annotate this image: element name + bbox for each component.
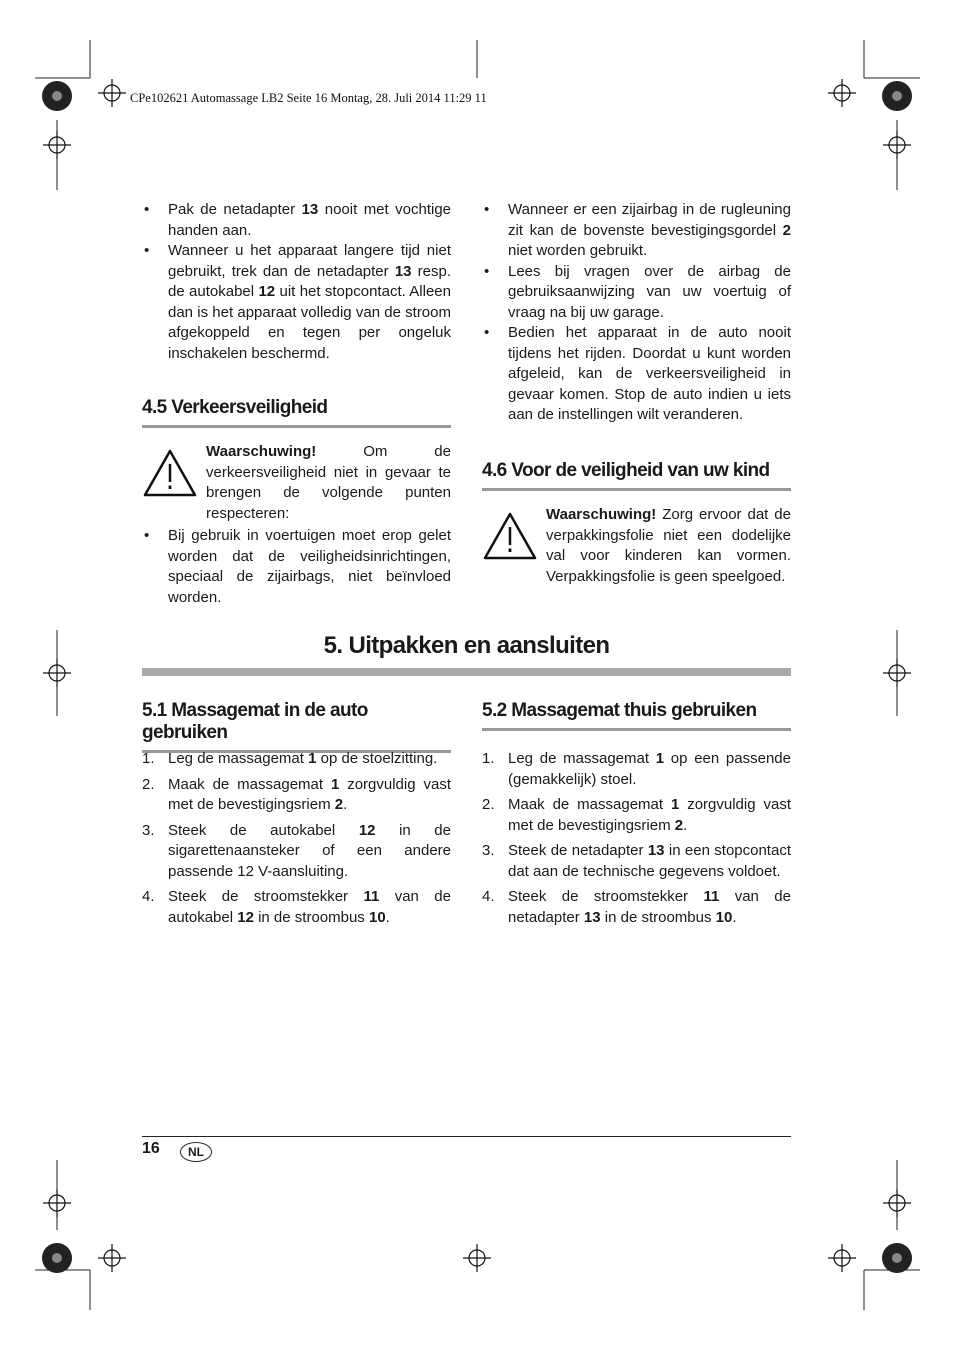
list-item: [482, 749, 791, 790]
page-number: 16: [142, 1140, 160, 1157]
list-item: [142, 821, 451, 883]
bullet-item: • Bij gebruik in voertuigen moet erop gelet worden dat de veiligheidsinrichtingen, speciaal de zijairbags, niet beïnvloed worden.: [142, 526, 451, 608]
section-5-2-steps: [482, 749, 791, 933]
bullet-item: • Wanneer u het apparaat langere tijd niet gebruikt, trek dan de netadapter 13 resp. de autokabel 12 uit het stopcontact. Alleen dan is het apparaat volledig van de stroom afgekoppeld en tegen per ongeluk inschakelen beschermd.: [142, 241, 451, 364]
left-top-bullets: [142, 200, 451, 364]
print-slug-header: CPe102621 Automassage LB2 Seite 16 Montag, 28. Juli 2014 11:29 11: [130, 91, 487, 105]
chapter-title: 5. Uitpakken en aansluiten: [323, 632, 610, 659]
chapter-rule: [142, 668, 791, 676]
footer-rule: [142, 1136, 791, 1137]
list-item: [482, 841, 791, 882]
warning-block-4-5: [142, 442, 451, 524]
warning-label: Waarschuwing!: [206, 443, 317, 460]
step-text: Steek de netadapter 13 in een stopcontact dat aan de technische gegevens voldoet.: [508, 842, 791, 880]
warning-text: Zorg ervoor dat de verpakkingsfolie niet een dodelijke val voor kinderen kan vormen. Verpakkingsfolie is geen speelgoed.: [546, 506, 791, 585]
section-title-5-2: 5.2 Massagemat thuis gebruiken: [482, 700, 791, 731]
warning-label: Waarschuwing!: [546, 506, 657, 523]
step-text: Steek de autokabel 12 in de sigarettenaansteker of een andere passende 12 V-aansluiting.: [168, 821, 451, 880]
step-number: 3.: [482, 842, 495, 859]
list-item: [142, 775, 451, 816]
section-4-5-bullets: [142, 526, 451, 608]
step-number: 1.: [142, 750, 155, 767]
step-text: Steek de stroomstekker 11 van de autokabel 12 in de stroombus 10.: [168, 888, 451, 926]
list-item: [482, 887, 791, 928]
bullet-item: • Pak de netadapter 13 nooit met vochtige handen aan.: [142, 200, 451, 241]
section-title-4-5: 4.5 Verkeersveiligheid: [142, 397, 451, 428]
step-number: 4.: [142, 888, 155, 905]
language-badge: NL: [180, 1142, 212, 1162]
step-text: Leg de massagemat 1 op een passende (gemakkelijk) stoel.: [508, 750, 791, 788]
warning-triangle-icon: [482, 511, 538, 561]
warning-triangle-icon: [142, 448, 198, 498]
bullet-item: • Wanneer er een zijairbag in de rugleuning zit kan de bovenste bevestigingsgordel 2 niet worden gebruikt.: [482, 200, 791, 262]
step-number: 1.: [482, 750, 495, 767]
step-text: Maak de massagemat 1 zorgvuldig vast met de bevestigingsriem 2.: [508, 796, 791, 834]
list-item: [142, 887, 451, 928]
step-text: Leg de massagemat 1 op de stoelzitting.: [168, 750, 438, 767]
bullet-item: • Lees bij vragen over de airbag de gebruiksaanwijzing van uw voertuig of vraag na bij uw garage.: [482, 262, 791, 324]
section-5-1-steps: [142, 749, 451, 933]
step-number: 3.: [142, 821, 155, 839]
step-number: 4.: [482, 888, 495, 905]
bullet-item: • Bedien het apparaat in de auto nooit tijdens het rijden. Doordat u kunt worden afgeleid, kan de verkeersveiligheid in gevaar komen. Stop de auto indien u iets aan de instellingen wilt veranderen.: [482, 323, 791, 426]
step-number: 2.: [482, 796, 495, 813]
step-number: 2.: [142, 775, 155, 793]
section-title-5-1: 5.1 Massagemat in de auto gebruiken: [142, 700, 451, 753]
list-item: [142, 749, 451, 770]
warning-block-4-6: [482, 505, 791, 587]
step-text: Steek de stroomstekker 11 van de netadapter 13 in de stroombus 10.: [508, 888, 791, 926]
section-title-4-6: 4.6 Voor de veiligheid van uw kind: [482, 460, 791, 491]
list-item: [482, 795, 791, 836]
warning-text: Om de verkeersveiligheid niet in gevaar te brengen de volgende punten respecteren:: [206, 443, 451, 522]
right-top-bullets: [482, 200, 791, 426]
step-text: Maak de massagemat 1 zorgvuldig vast met de bevestigingsriem 2.: [168, 775, 451, 813]
